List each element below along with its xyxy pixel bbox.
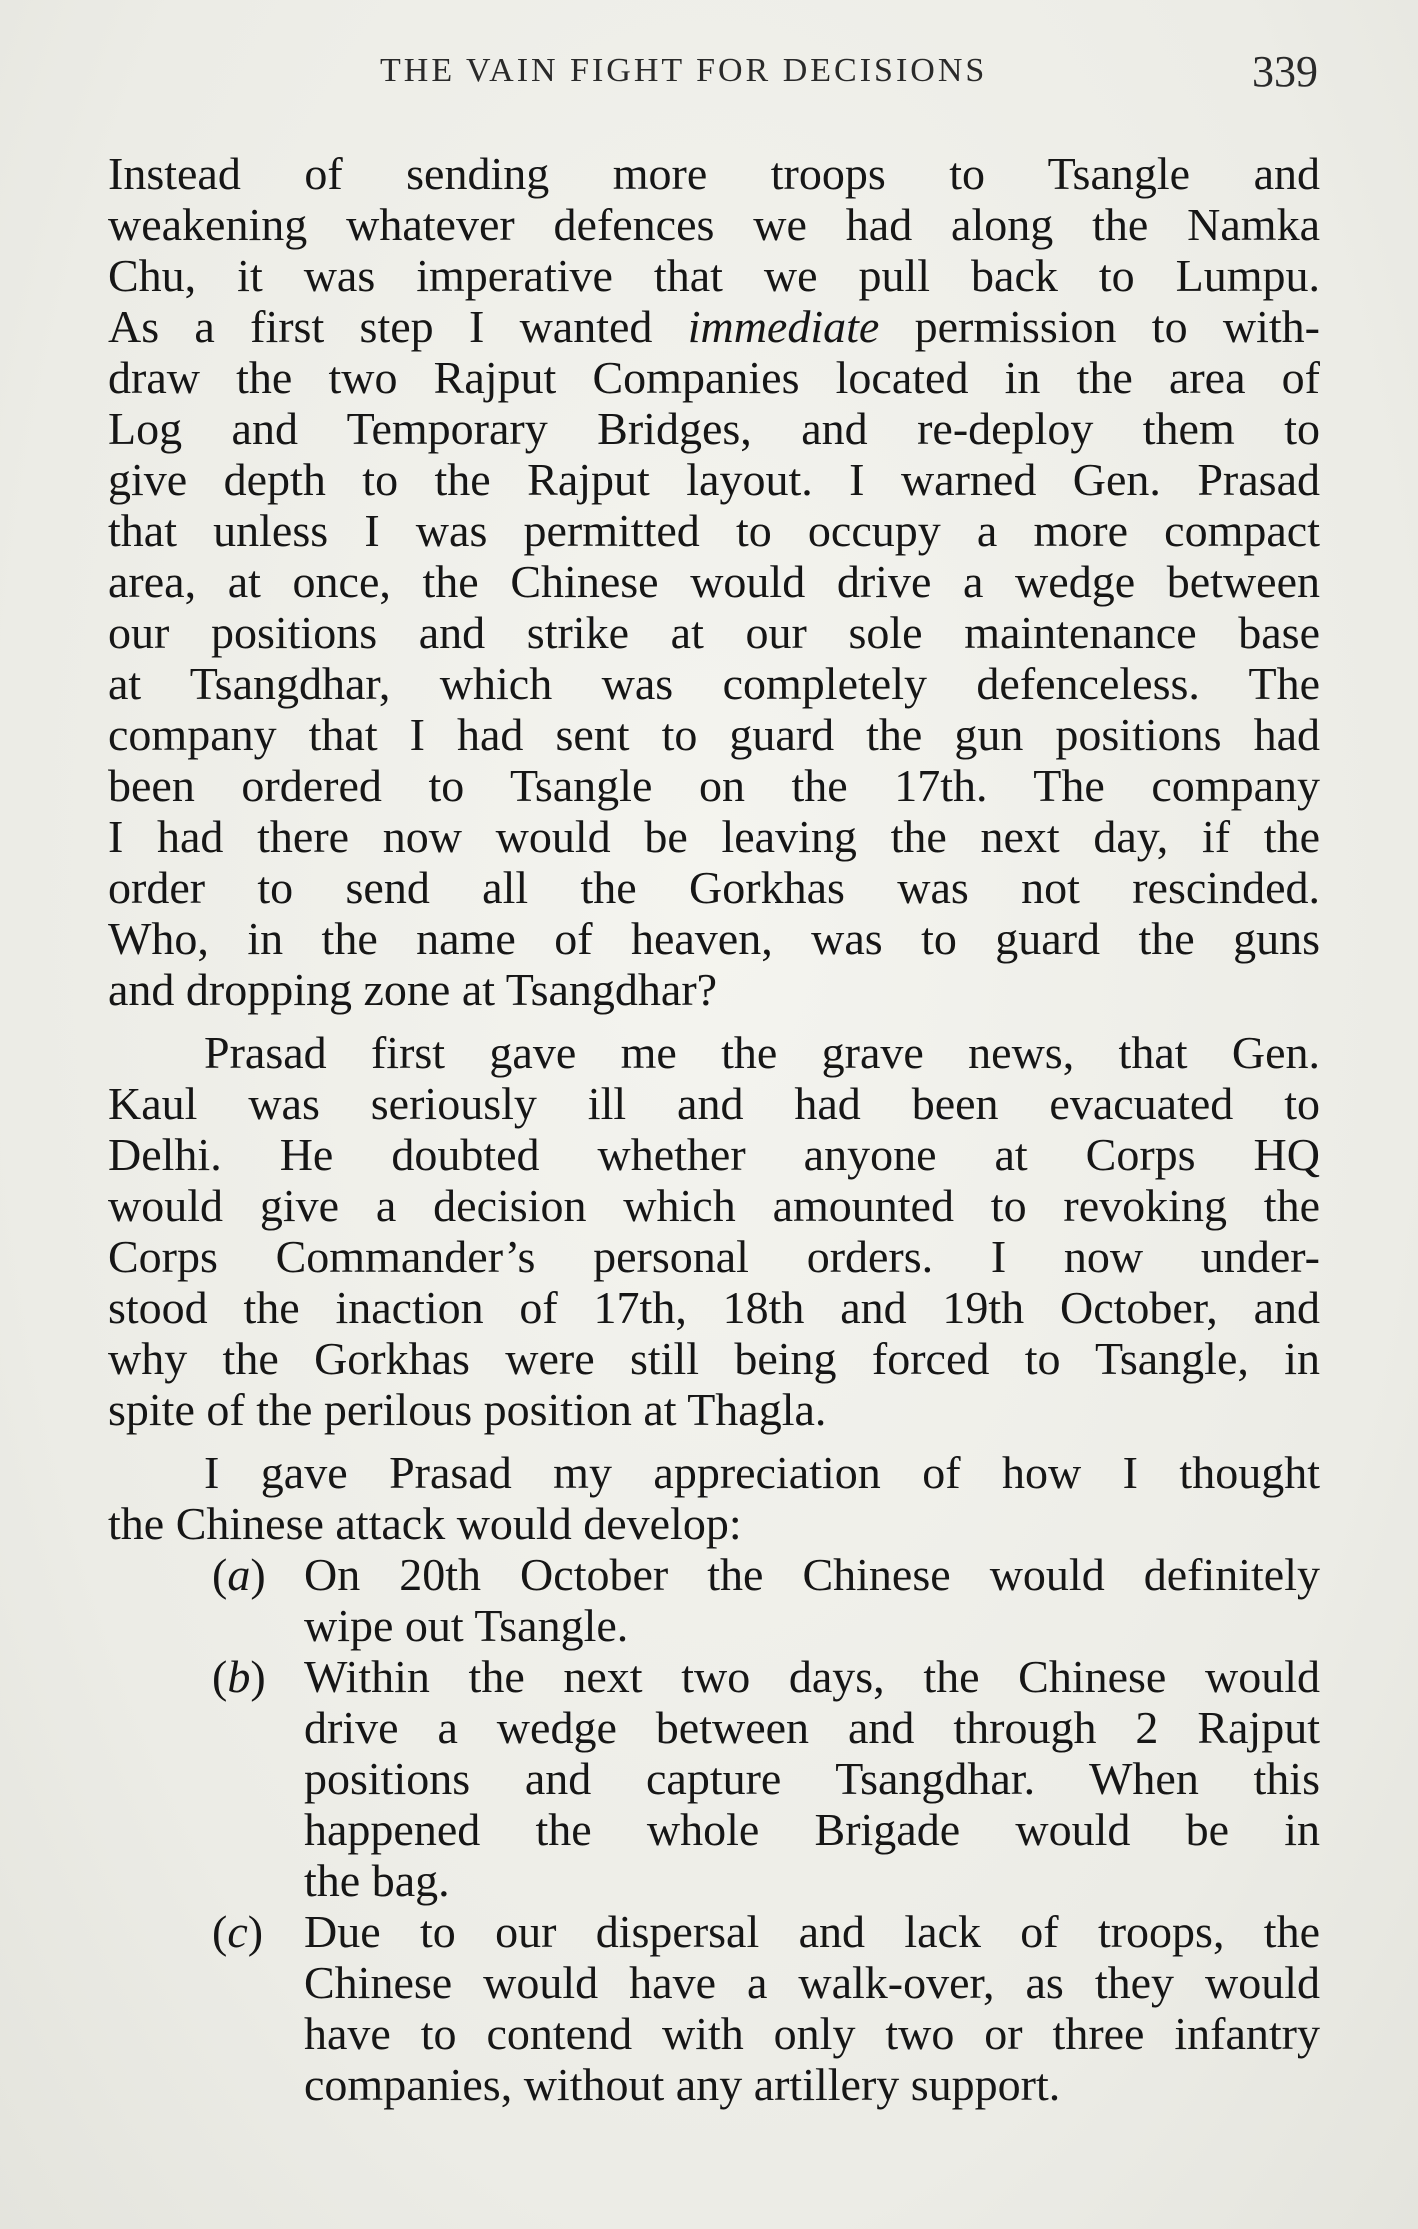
text-line: companies, without any artillery support. <box>304 2059 1061 2110</box>
lettered-list <box>108 1549 1320 2110</box>
text-line: at Tsangdhar, which was completely defenceless. The <box>108 658 1320 709</box>
text-line: stood the inaction of 17th, 18th and 19th October, and <box>108 1282 1320 1333</box>
emphasis-text: immediate <box>687 301 880 352</box>
text-line: that unless I was permitted to occupy a more compact <box>108 505 1320 556</box>
text-line: would give a decision which amounted to revoking the <box>108 1180 1320 1231</box>
list-letter: b <box>227 1651 251 1702</box>
paragraph-2 <box>108 1027 1320 1435</box>
text-line <box>108 301 1320 352</box>
paragraph-1 <box>108 148 1320 1015</box>
text-line: Prasad first gave me the grave news, that Gen. <box>204 1027 1320 1078</box>
list-item <box>212 1651 1320 1906</box>
text-line: have to contend with only two or three infantry <box>304 2008 1320 2059</box>
text-line: order to send all the Gorkhas was not rescinded. <box>108 862 1320 913</box>
text-line: I had there now would be leaving the next day, if the <box>108 811 1320 862</box>
list-item <box>212 1906 1320 2110</box>
text-line: company that I had sent to guard the gun positions had <box>108 709 1320 760</box>
text-line: Chinese would have a walk-over, as they would <box>304 1957 1320 2008</box>
text-line: Corps Commander’s personal orders. I now under- <box>108 1231 1320 1282</box>
text-line: and dropping zone at Tsangdhar? <box>108 964 718 1015</box>
text-line: our positions and strike at our sole maintenance base <box>108 607 1320 658</box>
list-marker: (a) <box>212 1549 266 1600</box>
text-line: Within the next two days, the Chinese would <box>304 1651 1320 1702</box>
list-letter: a <box>227 1549 251 1600</box>
text-line: give depth to the Rajput layout. I warned Gen. Prasad <box>108 454 1320 505</box>
text-line: weakening whatever defences we had along the Namka <box>108 199 1320 250</box>
text-line: On 20th October the Chinese would definitely <box>304 1549 1320 1600</box>
text-line: drive a wedge between and through 2 Rajput <box>304 1702 1320 1753</box>
text-line: Chu, it was imperative that we pull back to Lumpu. <box>108 250 1320 301</box>
text-segment: permission to with- <box>879 301 1320 352</box>
text-line: why the Gorkhas were still being forced to Tsangle, in <box>108 1333 1320 1384</box>
text-line: been ordered to Tsangle on the 17th. The company <box>108 760 1320 811</box>
page-number: 339 <box>1252 47 1318 96</box>
text-line: Who, in the name of heaven, was to guard the guns <box>108 913 1320 964</box>
text-line: happened the whole Brigade would be in <box>304 1804 1320 1855</box>
text-line: wipe out Tsangle. <box>304 1600 629 1651</box>
text-line: Instead of sending more troops to Tsangle and <box>108 148 1320 199</box>
text-line: area, at once, the Chinese would drive a wedge between <box>108 556 1320 607</box>
text-line: I gave Prasad my appreciation of how I thought <box>204 1447 1320 1498</box>
list-letter: c <box>227 1906 248 1957</box>
text-line: Kaul was seriously ill and had been evacuated to <box>108 1078 1320 1129</box>
text-line: spite of the perilous position at Thagla. <box>108 1384 827 1435</box>
text-line: positions and capture Tsangdhar. When this <box>304 1753 1320 1804</box>
text-line: Log and Temporary Bridges, and re-deploy them to <box>108 403 1320 454</box>
text-line: the Chinese attack would develop: <box>108 1498 742 1549</box>
list-item <box>212 1549 1320 1651</box>
paragraph-3 <box>108 1447 1320 1549</box>
text-segment: As a first step I wanted <box>108 301 688 352</box>
text-line: the bag. <box>304 1855 450 1906</box>
list-marker: (c) <box>212 1906 264 1957</box>
running-head: THE VAIN FIGHT FOR DECISIONS <box>380 52 988 89</box>
text-line: draw the two Rajput Companies located in the area of <box>108 352 1320 403</box>
text-line: Delhi. He doubted whether anyone at Corps HQ <box>108 1129 1320 1180</box>
text-line: Due to our dispersal and lack of troops, the <box>304 1906 1320 1957</box>
list-marker: (b) <box>212 1651 266 1702</box>
page-body <box>108 148 1320 2110</box>
